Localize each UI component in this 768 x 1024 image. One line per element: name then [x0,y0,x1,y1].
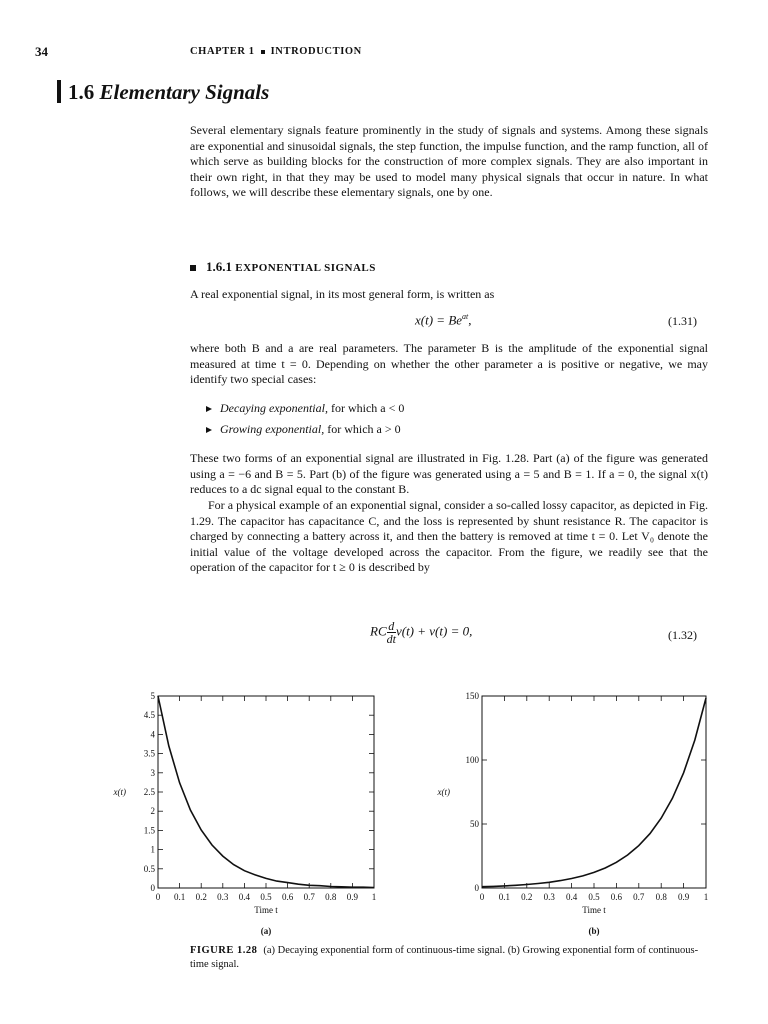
params-text: where both B and a are real parameters. The parameter B is the amplitude of the exponential signal measured at time t = 0. Depending on whether the other parameter a is positive or negative, we may identify two special cases: [190,341,708,386]
x-tick-label: 0.5 [588,892,600,902]
plot-a-decaying-exponential [113,691,377,936]
x-tick-label: 0.3 [217,892,229,902]
plot-frame [158,696,374,888]
subsection-number: 1.6.1 [206,259,232,274]
y-tick-label: 0 [474,883,479,893]
x-tick-label: 0.1 [498,892,511,902]
x-tick-label: 0.6 [610,892,623,902]
y-axis-label: x(t) [113,787,126,797]
section-number: 1.6 [68,80,95,104]
x-tick-label: 0.2 [195,892,207,902]
x-tick-label: 0.6 [281,892,294,902]
chapter-label: CHAPTER 1 [190,46,255,57]
equation-1-32: RC $\frac{d}{dt}$ v(t) + v(t) = 0, [370,619,473,646]
y-tick-label: 150 [465,691,479,701]
triangle-bullet-icon [206,406,212,412]
x-tick-label: 0.7 [633,892,645,902]
y-tick-label: 3 [150,767,155,778]
section-marker-bar [57,80,61,103]
x-tick-label: 0.5 [260,892,272,902]
x-axis-label: Time t [582,905,606,915]
capacitor-paragraph [190,498,708,576]
x-tick-label: 0 [479,892,485,902]
chapter-title: INTRODUCTION [270,46,362,57]
y-tick-label: 100 [465,755,479,765]
intro-text: Several elementary signals feature prominently in the study of signals and systems. Among these signals are exponential and sinusoidal signals, the step function, the impulse function, and the ramp function, all of which serve as building blocks for the construction of more complex signals. They are also important in their own right, in that they may be used to model many physical signals that occur in nature. In what follows, we will describe these elementary signals, one by one. [190,123,708,199]
x-tick-label: 0.4 [238,892,251,902]
capacitor-text: For a physical example of an exponential signal, consider a so-called lossy capacitor, as depicted in Fig. 1.29. The capacitor has capacitance C, and the loss is represented by shunt resistance R. The capacitor is charged by connecting a battery across it, and then the battery is removed at time t = 0. Let V₀ denote the initial value of the voltage developed across the capacitor. From the figure, we readily see that the operation of the capacitor for t ≥ 0 is described by [190,498,708,574]
y-tick-label: 1 [150,844,155,855]
x-tick-label: 0.3 [543,892,555,902]
y-tick-label: 4.5 [143,710,155,721]
subfigure-label: (b) [588,926,600,936]
y-tick-label: 0.5 [143,863,155,874]
series-line [158,696,374,888]
y-tick-label: 1.5 [143,825,155,836]
subsection-heading [190,259,376,275]
x-tick-label: 1 [371,892,377,902]
plot-b-growing-exponential [437,691,709,936]
x-tick-label: 1 [703,892,709,902]
exp-intro-text: A real exponential signal, in its most general form, is written as [190,287,495,301]
y-tick-label: 0 [150,883,155,893]
x-tick-label: 0.8 [655,892,667,902]
triangle-bullet-icon [206,427,212,433]
figure-label: FIGURE 1.28 [190,945,258,956]
intro-paragraph [190,123,708,201]
y-tick-label: 50 [470,819,479,829]
x-tick-label: 0.2 [521,892,533,902]
plot-frame [482,696,706,888]
x-tick-label: 0.9 [346,892,359,902]
figure-caption [190,944,710,972]
section-name: Elementary Signals [99,80,270,104]
x-tick-label: 0.1 [173,892,186,902]
bullet-decaying: Decaying exponential, for which a < 0 [206,401,404,416]
x-tick-label: 0.4 [565,892,578,902]
y-tick-label: 2.5 [143,787,155,797]
y-tick-label: 2 [150,806,155,817]
x-tick-label: 0.7 [303,892,315,902]
y-tick-label: 3.5 [143,748,155,759]
square-bullet-icon [190,265,196,271]
equation-number-1-32: (1.32) [668,628,697,642]
exp-intro-paragraph [190,287,708,303]
figure-1-28 [0,680,768,940]
params-paragraph [190,341,708,388]
bullet-growing: Growing exponential, for which a > 0 [206,422,401,437]
y-axis-label: x(t) [437,787,450,797]
x-tick-label: 0 [155,892,161,902]
subfigure-label: (a) [260,926,272,936]
equation-1-31: $x(t) = Be^{at}$, [415,312,472,328]
x-tick-label: 0.8 [325,892,337,902]
caption-text: (a) Decaying exponential form of continuous-time signal. (b) Growing exponential form of continuous-time signal. [190,945,699,970]
running-header [190,46,362,57]
y-tick-label: 5 [150,691,155,701]
series-line [482,698,706,887]
figure-description-paragraph [190,451,708,498]
x-axis-label: Time t [254,905,278,915]
y-tick-label: 4 [150,729,155,740]
section-title [68,80,269,105]
figure-description-text: These two forms of an exponential signal are illustrated in Fig. 1.28. Part (a) of the figure was generated using a = −6 and B = 5. Part (b) of the figure was generated using a = 5 and B = 1. If a = 0, the signal x(t) reduces to a dc signal equal to the constant B. [190,451,708,496]
equation-number-1-31: (1.31) [668,314,697,328]
page-number: 34 [35,44,48,59]
square-bullet-icon [261,50,265,54]
x-tick-label: 0.9 [677,892,690,902]
subsection-title: EXPONENTIAL SIGNALS [235,262,376,274]
derivative-fraction: $\frac{d}{dt}$ [386,619,396,646]
